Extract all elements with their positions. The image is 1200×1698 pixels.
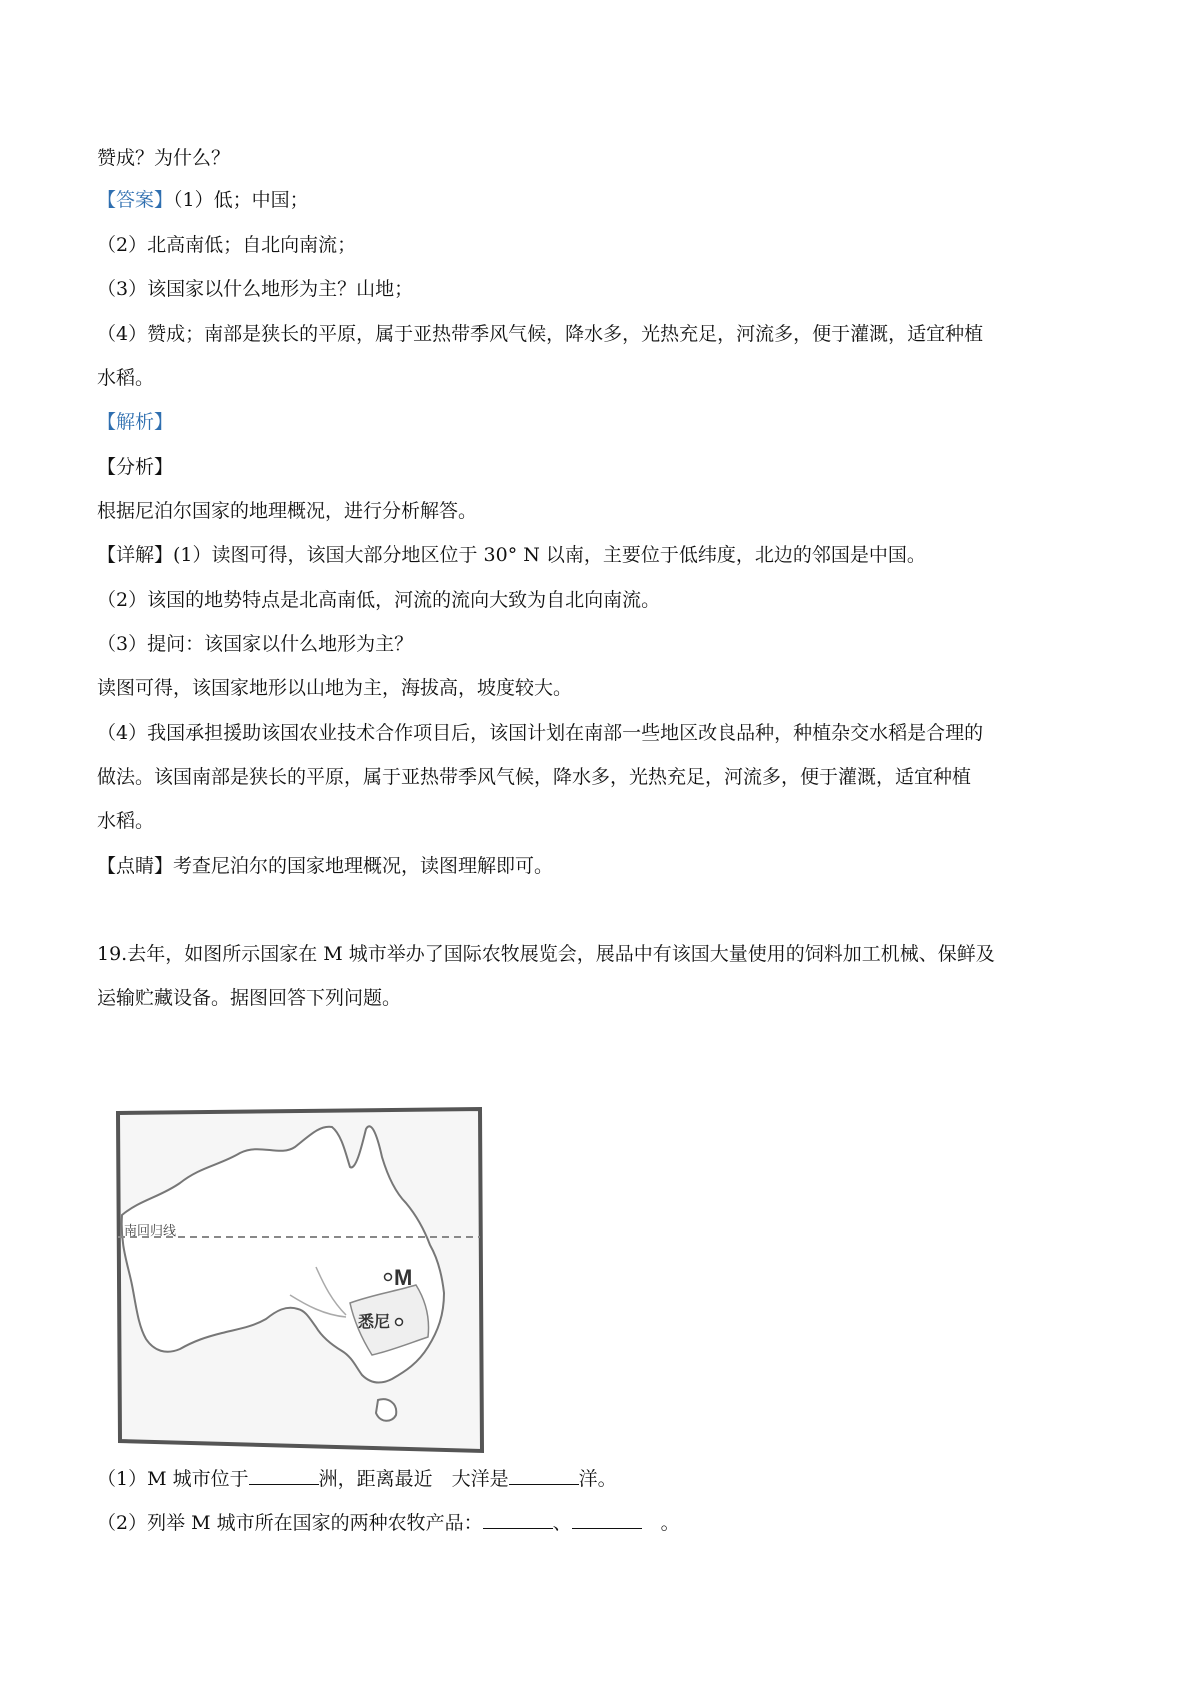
sydney-label: 悉尼 xyxy=(358,1314,391,1331)
tasmania xyxy=(376,1399,396,1421)
sydney-dot xyxy=(396,1319,403,1326)
city-m-dot xyxy=(385,1274,392,1281)
q19-2-suffix: 。 xyxy=(641,1512,680,1534)
question-19-line-1: 19.去年，如图所示国家在 M 城市举办了国际农牧展览会，展品中有该国大量使用的饲料加工机械、保鲜及 xyxy=(97,943,995,965)
dianjing-line: 【点睛】考查尼泊尔的国家地理概况，读图理解即可。 xyxy=(97,855,554,877)
detail-line-3b: 读图可得，该国家地形以山地为主，海拔高，坡度较大。 xyxy=(97,677,573,699)
detail-line-3: （3）提问：该国家以什么地形为主？ xyxy=(97,633,414,655)
q19-1-suffix: 洋。 xyxy=(578,1468,617,1490)
fenxi-text: 根据尼泊尔国家的地理概况，进行分析解答。 xyxy=(97,500,478,522)
answer-tag: 【答案】 xyxy=(97,189,174,211)
tropic-label: 南回归线 xyxy=(124,1223,177,1238)
detail-line-4c: 水稻。 xyxy=(97,810,155,832)
q19-1-prefix: （1）M 城市位于 xyxy=(97,1468,249,1490)
text-line: 赞成？为什么？ xyxy=(97,147,231,169)
answer-line-2: （2）北高南低；自北向南流； xyxy=(97,234,357,256)
answer-line-1 xyxy=(97,188,309,212)
question-19-1 xyxy=(97,1466,617,1491)
analysis-tag: 【解析】 xyxy=(97,411,174,433)
blank-ocean[interactable] xyxy=(509,1466,579,1485)
question-19-line-2: 运输贮藏设备。据图回答下列问题。 xyxy=(97,987,402,1009)
q19-2-separator: 、 xyxy=(552,1512,572,1534)
answer-line-4b: 水稻。 xyxy=(97,367,155,389)
detail-line-2: （2）该国的地势特点是北高南低，河流的流向大致为自北向南流。 xyxy=(97,589,661,611)
blank-continent[interactable] xyxy=(249,1466,319,1485)
answer-text: （1）低；中国； xyxy=(173,189,309,211)
city-m-label: M xyxy=(394,1265,413,1290)
fenxi-tag: 【分析】 xyxy=(97,456,174,478)
q19-1-middle: 洲，距离最近 大洋是 xyxy=(318,1468,509,1490)
question-19-2 xyxy=(97,1510,680,1535)
australia-map xyxy=(110,1105,484,1455)
answer-line-3: （3）该国家以什么地形为主？山地； xyxy=(97,278,414,300)
answer-line-4a: （4）赞成；南部是狭长的平原，属于亚热带季风气候，降水多，光热充足，河流多，便于灌溉，适宜种植 xyxy=(97,323,984,345)
blank-product-1[interactable] xyxy=(483,1510,553,1529)
q19-2-prefix: （2）列举 M 城市所在国家的两种农牧产品： xyxy=(97,1512,483,1534)
detail-line-4b: 做法。该国南部是狭长的平原，属于亚热带季风气候，降水多，光热充足，河流多，便于灌溉，适宜种植 xyxy=(97,766,972,788)
detail-line-1: 【详解】(1）读图可得，该国大部分地区位于 30° N 以南，主要位于低纬度，北边的邻国是中国。 xyxy=(97,544,926,566)
detail-line-4a: （4）我国承担援助该国农业技术合作项目后，该国计划在南部一些地区改良品种，种植杂交水稻是合理的 xyxy=(97,722,984,744)
blank-product-2[interactable] xyxy=(572,1510,642,1529)
